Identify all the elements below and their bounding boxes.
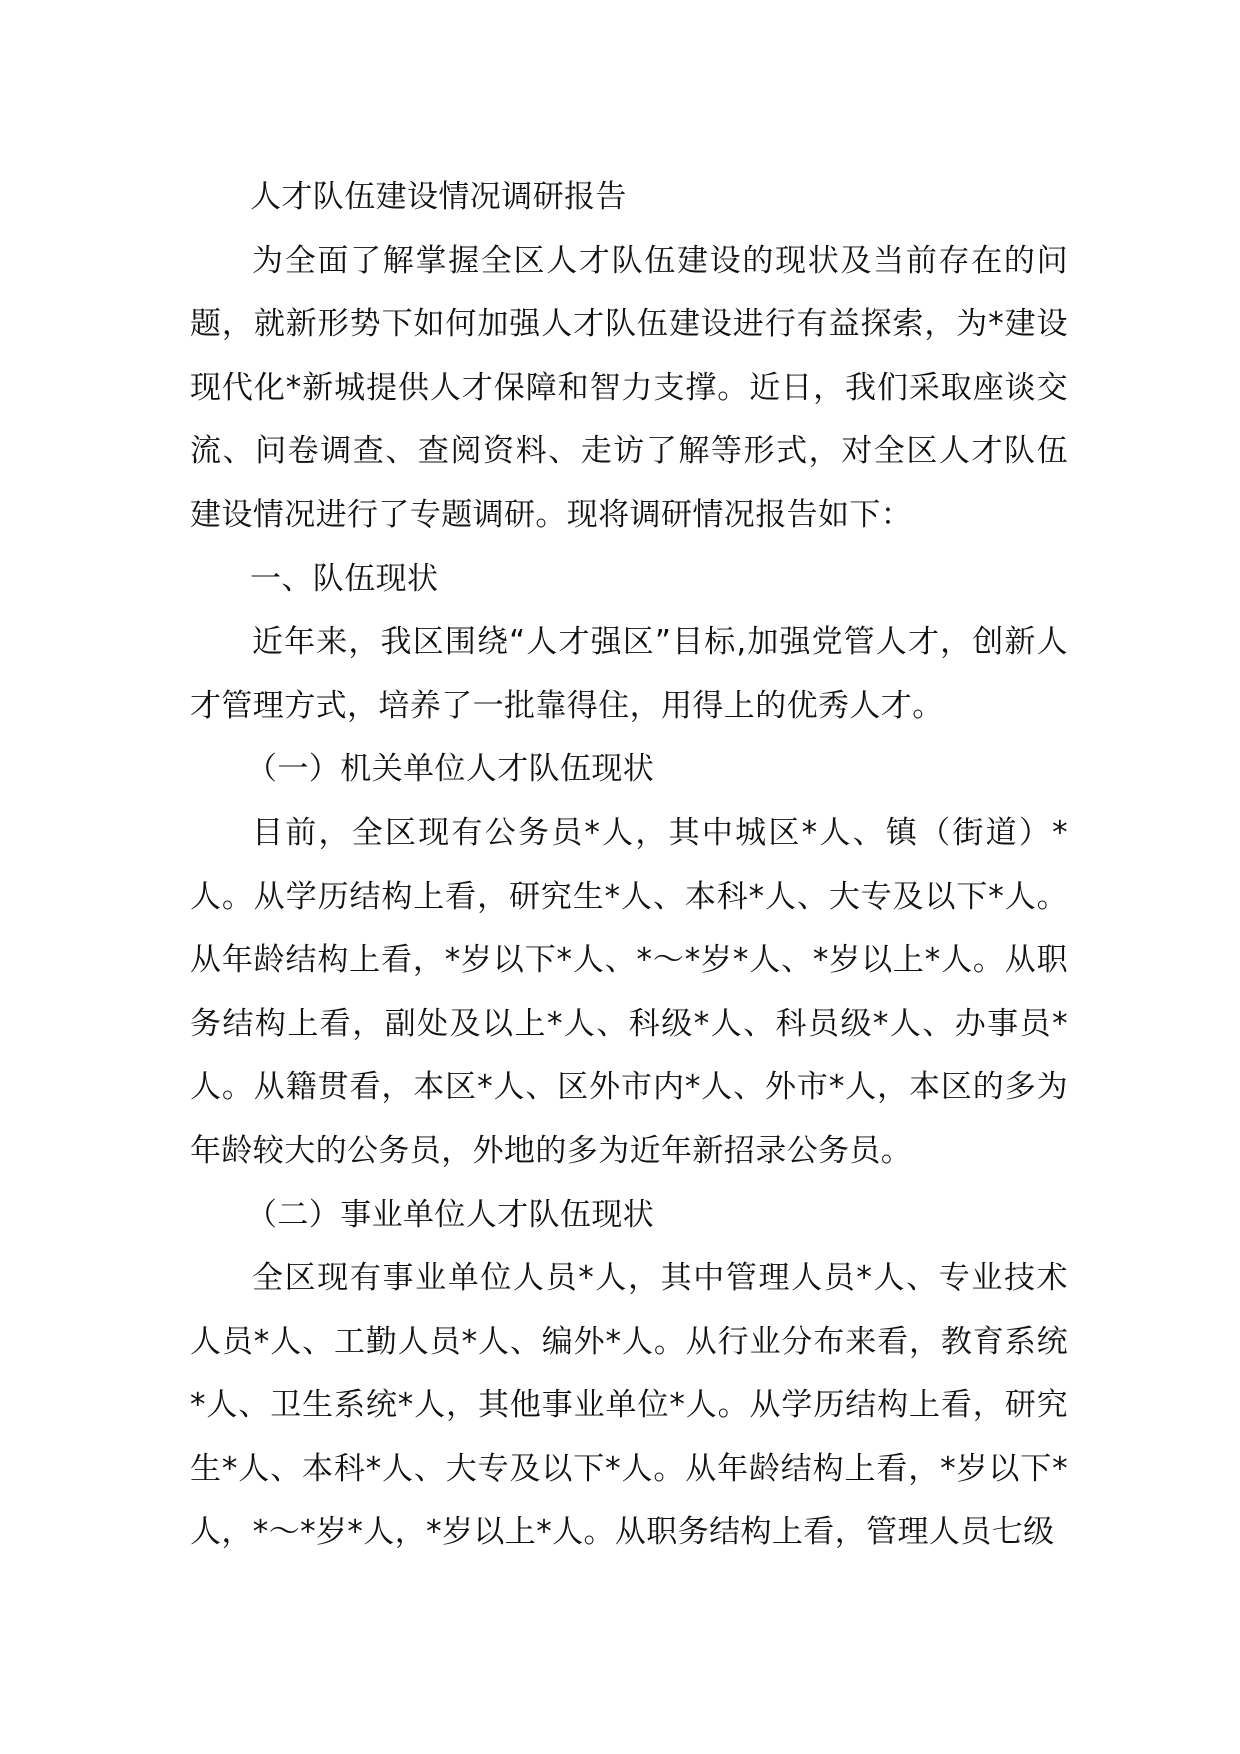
subsection-paragraph-government-agencies: 目前，全区现有公务员*人，其中城区*人、镇（街道）*人。从学历结构上看，研究生*人、本科*人、大专及以下*人。从年龄结构上看，*岁以下*人、*～*岁*人、*岁以上*人。从职务结构上看，副处及以上*人、科级*人、科员级*人、办事员*人。从籍贯看，本区*人、区外市内*人、外市*人，本区的多为年龄较大的公务员，外地的多为近年新招录公务员。	[190, 814, 1068, 1169]
intro-paragraph: 为全面了解掌握全区人才队伍建设的现状及当前存在的问题，就新形势下如何加强人才队伍建设进行有益探索，为*建设现代化*新城提供人才保障和智力支撑。近日，我们采取座谈交流、问卷调查、查阅资料、走访了解等形式，对全区人才队伍建设情况进行了专题调研。现将调研情况报告如下：	[190, 242, 1068, 533]
document-title: 人才队伍建设情况调研报告	[250, 179, 627, 215]
section-paragraph-current-status: 近年来，我区围绕“人才强区”目标,加强党管人才，创新人才管理方式，培养了一批靠得住，用得上的优秀人才。	[190, 624, 1068, 724]
subsection-heading-government-agencies: （一）机关单位人才队伍现状	[246, 751, 655, 788]
section-heading-current-status: 一、队伍现状	[250, 560, 439, 597]
document-body	[190, 166, 1068, 1565]
subsection-paragraph-public-institutions: 全区现有事业单位人员*人，其中管理人员*人、专业技术人员*人、工勤人员*人、编外*人。从行业分布来看，教育系统*人、卫生系统*人，其他事业单位*人。从学历结构上看，研究生*人、本科*人、大专及以下*人。从年龄结构上看，*岁以下*人，*～*岁*人，*岁以上*人。从职务结构上看，管理人员七级	[190, 1260, 1068, 1551]
subsection-heading-public-institutions: （二）事业单位人才队伍现状	[246, 1196, 655, 1233]
